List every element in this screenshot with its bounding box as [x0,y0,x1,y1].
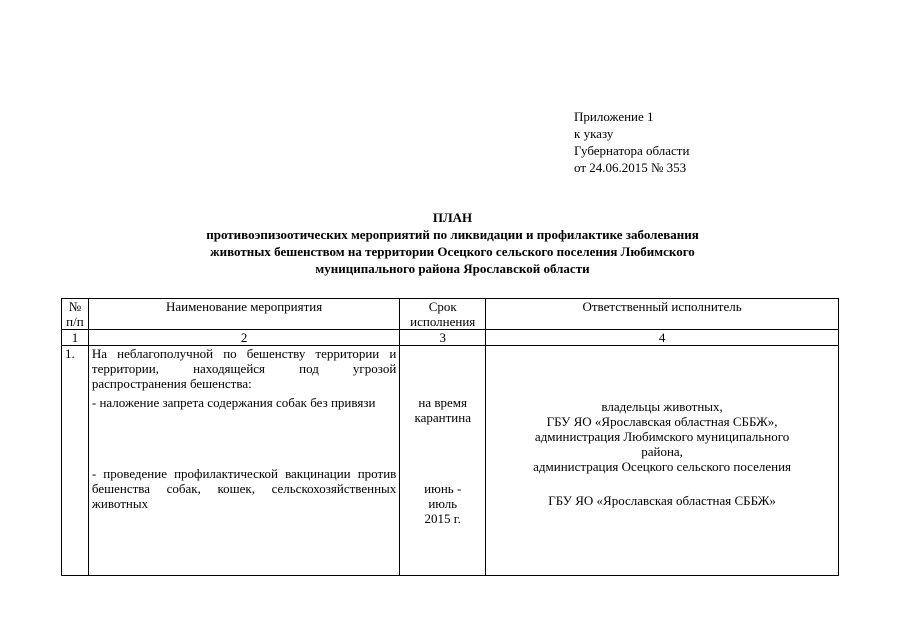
header-row [62,299,839,330]
title-line-2: противоэпизоотических мероприятий по ликвидации и профилактике заболевания [206,227,699,242]
annex-line-3: Губернатора области [574,143,690,158]
resp-1-line-3: администрация Любимского муниципального [534,429,790,444]
title-line-4: муниципального района Ярославской области [315,261,590,276]
header-num [62,299,89,330]
column-number-4: 4 [486,330,839,346]
plan-table [61,298,839,576]
row-responsible [486,346,839,576]
activity-2: - проведение профилактической вакцинации против бешенства собак, кошек, сельскохозяйственных животных [91,466,397,511]
resp-1-line-5: администрация Осецкого сельского поселения [533,459,792,474]
document-title [150,209,755,277]
resp-1-line-4: района, [641,444,683,459]
resp-2: ГБУ ЯО «Ярославская областная СББЖ» [548,493,776,508]
annex-block [574,108,689,176]
term-2-line-1: июнь - [424,481,462,496]
activity-1: - наложение запрета содержания собак без привязи [91,395,376,410]
row-activities [88,346,399,576]
row-number: 1. [62,346,89,576]
column-number-1: 1 [62,330,89,346]
header-term-line-1: Срок [428,299,457,314]
table-row [62,346,839,576]
header-term-line-2: исполнения [410,314,476,329]
annex-line-2: к указу [574,126,614,141]
title-line-1: ПЛАН [432,210,473,225]
term-1-line-1: на время [418,395,468,410]
header-num-line-1: № [68,299,82,314]
title-line-3: животных бешенством на территории Осецкого сельского поселения Любимского [210,244,695,259]
term-1-line-2: карантина [414,410,471,425]
row-terms [400,346,486,576]
header-name: Наименование мероприятия [88,299,399,330]
column-number-3: 3 [400,330,486,346]
column-number-row [62,330,839,346]
term-2-line-2: июль [428,496,458,511]
annex-line-1: Приложение 1 [574,109,654,124]
header-term [400,299,486,330]
term-2-line-3: 2015 г. [424,511,461,526]
resp-1-line-1: владельцы животных, [601,399,723,414]
header-num-line-2: п/п [66,314,84,329]
row-intro: На неблагополучной по бешенству территории и территории, находящейся под угрозой распространения бешенства: [91,346,397,391]
annex-line-4: от 24.06.2015 № 353 [574,160,687,175]
column-number-2: 2 [88,330,399,346]
header-responsible: Ответственный исполнитель [486,299,839,330]
resp-1-line-2: ГБУ ЯО «Ярославская областная СББЖ», [546,414,778,429]
